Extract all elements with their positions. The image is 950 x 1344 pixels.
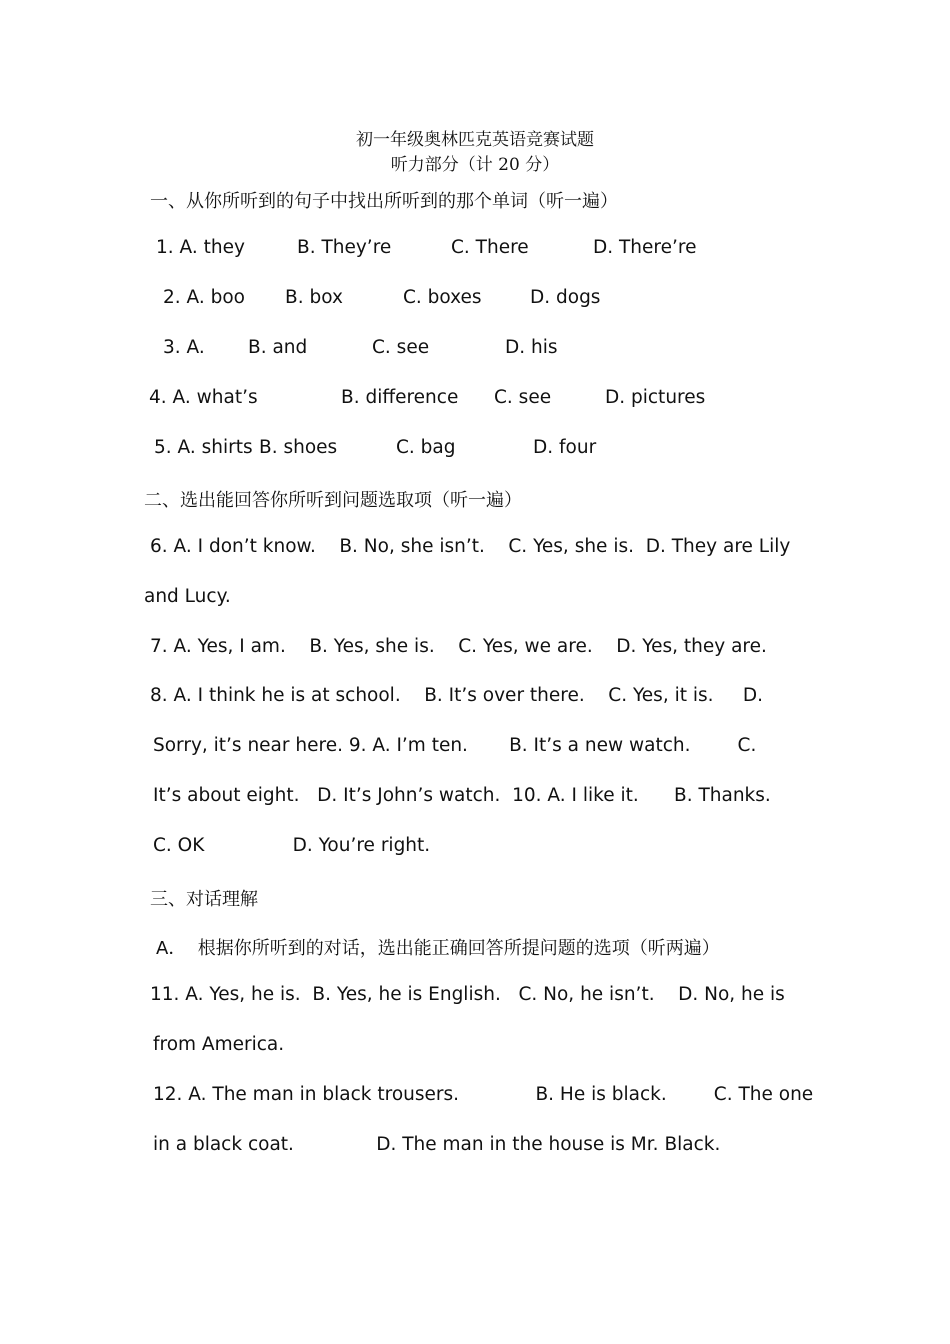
option: C. There <box>451 237 529 258</box>
option: D. pictures <box>605 387 706 408</box>
option: 5. A. shirts <box>154 437 253 458</box>
section3-heading: 三、对话理解 <box>150 889 258 910</box>
question-line: Sorry, it’s near here. 9. A. I’m ten. B. It’s a new watch. C. <box>153 735 757 756</box>
option: D. There’re <box>593 237 697 258</box>
option: B. difference <box>341 387 459 408</box>
question-line: and Lucy. <box>144 586 231 607</box>
option: B. box <box>285 287 343 308</box>
question-line: 11. A. Yes, he is. B. Yes, he is English. C. No, he isn’t. D. No, he is <box>150 984 785 1005</box>
section2-heading: 二、选出能回答你所听到问题选取项（听一遍） <box>144 490 522 511</box>
option: 1. A. they <box>156 237 245 258</box>
option: C. see <box>372 337 430 358</box>
section-subtitle: 听力部分（计 20 分） <box>390 155 560 175</box>
option: 2. A. boo <box>163 287 246 308</box>
option: C. bag <box>396 437 456 458</box>
question-line: It’s about eight. D. It’s John’s watch. 10. A. I like it. B. Thanks. <box>153 785 771 806</box>
section3-instruction: A． 根据你所听到的对话，选出能正确回答所提问题的选项（听两遍） <box>156 938 720 959</box>
question-line: from America. <box>153 1034 285 1055</box>
option: B. shoes <box>259 437 338 458</box>
option: B. They’re <box>297 237 392 258</box>
section1-heading: 一、从你所听到的句子中找出所听到的那个单词（听一遍） <box>150 191 618 212</box>
option: D. dogs <box>530 287 601 308</box>
option: C. see <box>494 387 552 408</box>
option: D. four <box>533 437 597 458</box>
option: C. boxes <box>403 287 482 308</box>
question-line: 12. A. The man in black trousers. B. He is black. C. The one <box>153 1084 814 1105</box>
question-line: in a black coat. D. The man in the house is Mr. Black. <box>153 1134 721 1155</box>
question-line: 8. A. I think he is at school. B. It’s over there. C. Yes, it is. D. <box>150 685 764 706</box>
question-line: 7. A. Yes, I am. B. Yes, she is. C. Yes, we are. D. Yes, they are. <box>150 636 767 657</box>
question-line: C. OK D. You’re right. <box>153 835 431 856</box>
option: 3. A. <box>163 337 205 358</box>
option: 4. A. what’s <box>149 387 258 408</box>
question-line: 6. A. I don’t know. B. No, she isn’t. C. Yes, she is. D. They are Lily <box>150 536 791 557</box>
exam-title: 初一年级奥林匹克英语竞赛试题 <box>356 130 594 150</box>
option: B. and <box>248 337 308 358</box>
option: D. his <box>505 337 558 358</box>
